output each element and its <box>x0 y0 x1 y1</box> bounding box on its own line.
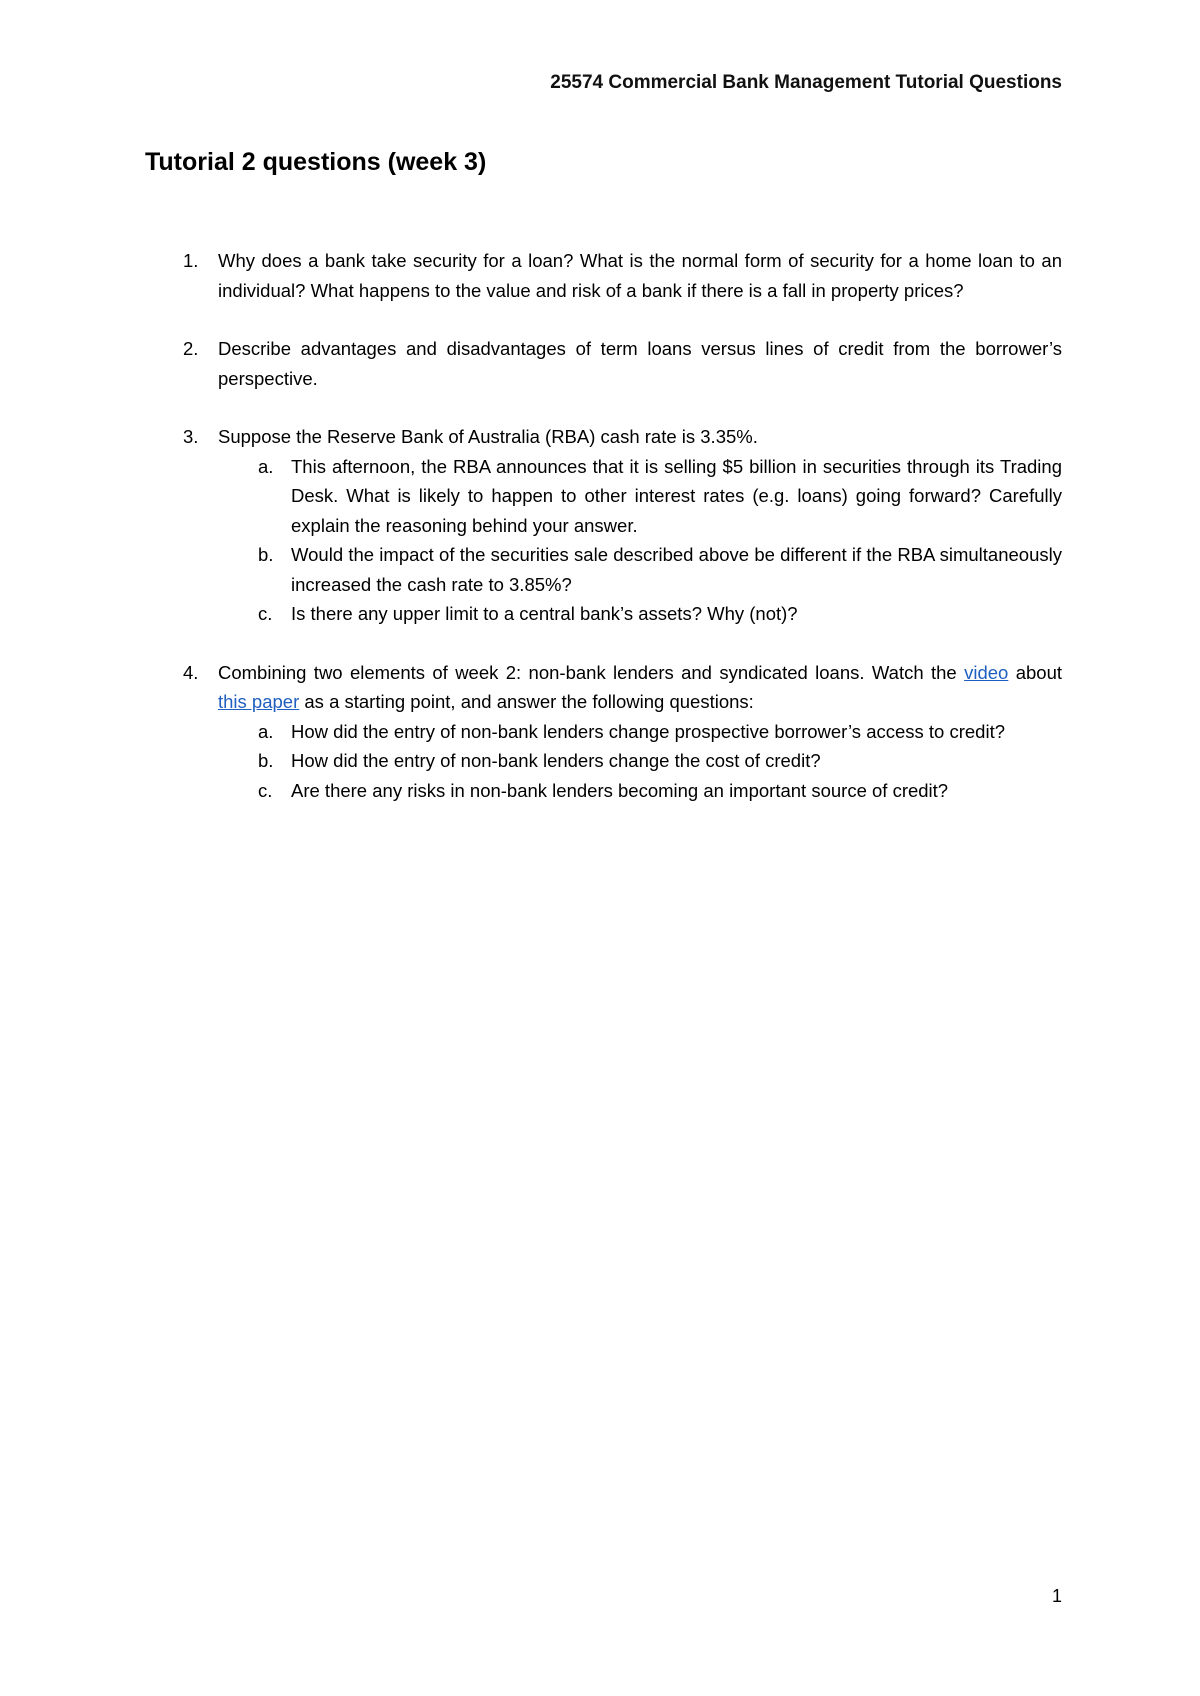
sub-question-text: This afternoon, the RBA announces that it is selling $5 billion in securities through its Trading Desk. What is likely to happen to other interest rates (e.g. loans) going forward? Carefully explain the reasoning behind your answer. <box>291 455 1062 536</box>
sub-question-letter: b. <box>258 750 274 771</box>
question-number: 2. <box>183 338 199 359</box>
sub-question-letter: b. <box>258 544 274 565</box>
question-text-part: as a starting point, and answer the following questions: <box>299 691 754 712</box>
question-number: 4. <box>183 661 199 683</box>
video-link[interactable]: video <box>964 661 1009 683</box>
sub-question-4b <box>218 746 1062 776</box>
question-text: Suppose the Reserve Bank of Australia (RBA) cash rate is 3.35%. <box>218 426 758 447</box>
question-text <box>218 658 1062 717</box>
sub-question-3c <box>218 599 1062 629</box>
running-header: 25574 Commercial Bank Management Tutorial Questions <box>550 72 1062 93</box>
question-4 <box>145 658 1062 806</box>
sub-question-text: Are there any risks in non-bank lenders becoming an important source of credit? <box>291 779 949 801</box>
paper-link[interactable]: this paper <box>218 691 300 712</box>
sub-question-letter: a. <box>258 455 274 477</box>
sub-question-4c <box>218 776 1062 806</box>
question-text: Why does a bank take security for a loan? What is the normal form of security for a home loan to an individual? What happens to the value and risk of a bank if there is a fall in property prices? <box>218 250 1062 301</box>
sub-question-letter: c. <box>258 603 273 624</box>
question-text-part: about <box>1008 661 1062 683</box>
sub-question-letter: c. <box>258 779 273 801</box>
page-number: 1 <box>1051 1586 1062 1606</box>
question-number: 3. <box>183 426 199 447</box>
sub-question-text: Would the impact of the securities sale described above be different if the RBA simultaneously increased the cash rate to 3.85%? <box>291 544 1062 595</box>
sub-question-text: How did the entry of non-bank lenders change the cost of credit? <box>291 750 821 771</box>
sub-question-letter: a. <box>258 720 274 742</box>
question-1 <box>145 246 1062 305</box>
sub-question-3b <box>218 540 1062 599</box>
page-title: Tutorial 2 questions (week 3) <box>145 148 487 176</box>
sub-question-text: How did the entry of non-bank lenders change prospective borrower’s access to credit? <box>291 720 1006 742</box>
question-text-part: Combining two elements of week 2: non-bank lenders and syndicated loans. Watch the <box>218 661 965 683</box>
question-3 <box>145 422 1062 629</box>
sub-question-4a <box>218 717 1062 747</box>
question-number: 1. <box>183 250 199 271</box>
question-text: Describe advantages and disadvantages of term loans versus lines of credit from the borrower’s perspective. <box>218 338 1062 389</box>
question-2 <box>145 334 1062 393</box>
sub-question-text: Is there any upper limit to a central bank’s assets? Why (not)? <box>291 603 798 624</box>
question-list <box>145 246 1062 834</box>
sub-question-3a <box>218 452 1062 541</box>
